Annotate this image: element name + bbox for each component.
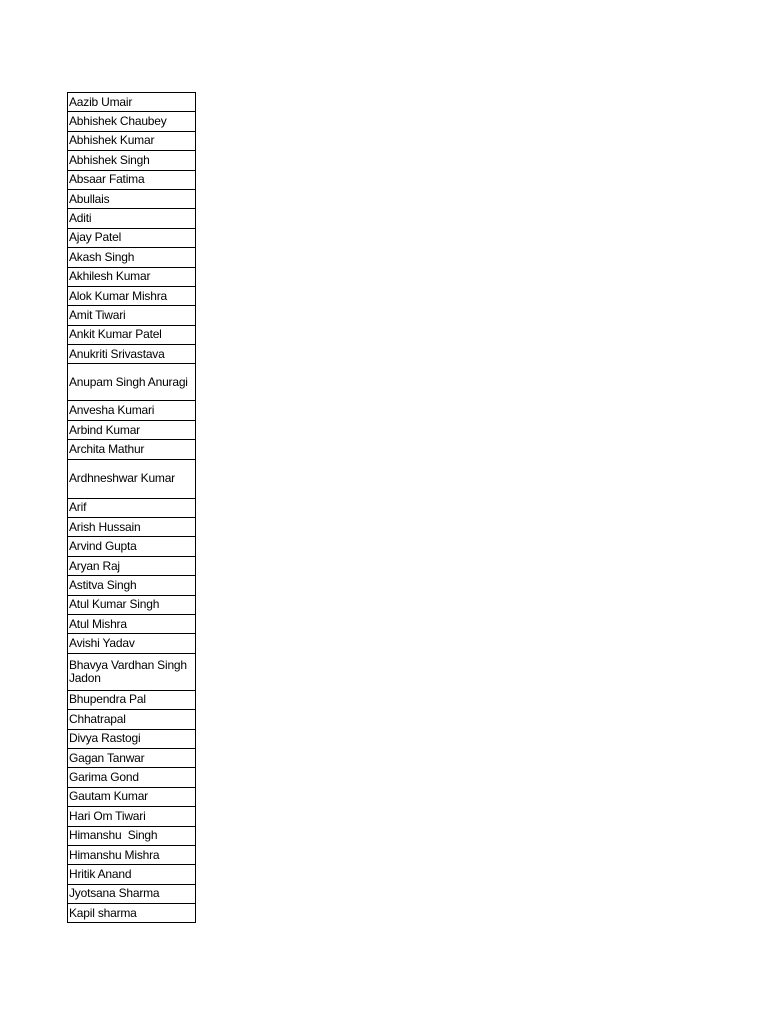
table-row <box>68 787 196 806</box>
name-cell: Abhishek Singh <box>68 151 196 170</box>
name-cell: Absaar Fatima <box>68 170 196 189</box>
name-cell: Anukriti Srivastava <box>68 345 196 364</box>
table-row <box>68 653 196 690</box>
table-row <box>68 826 196 845</box>
table-row <box>68 286 196 305</box>
name-cell: Ankit Kumar Patel <box>68 325 196 344</box>
name-cell: Aditi <box>68 209 196 228</box>
table-row <box>68 420 196 439</box>
table-row <box>68 884 196 903</box>
table-row <box>68 209 196 228</box>
table-row <box>68 131 196 150</box>
name-cell: Arbind Kumar <box>68 420 196 439</box>
name-cell: Divya Rastogi <box>68 729 196 748</box>
table-row <box>68 267 196 286</box>
table-row <box>68 807 196 826</box>
table-row <box>68 595 196 614</box>
name-cell: Chhatrapal <box>68 710 196 729</box>
name-cell: Astitva Singh <box>68 576 196 595</box>
name-cell: Ajay Patel <box>68 228 196 247</box>
table-row <box>68 904 196 923</box>
name-cell: Akash Singh <box>68 248 196 267</box>
table-row <box>68 690 196 709</box>
name-cell: Ardhneshwar Kumar <box>68 459 196 498</box>
table-row <box>68 325 196 344</box>
table-row <box>68 748 196 767</box>
table-row <box>68 710 196 729</box>
name-cell: Kapil sharma <box>68 904 196 923</box>
name-cell: Jyotsana Sharma <box>68 884 196 903</box>
table-row <box>68 865 196 884</box>
table-row <box>68 440 196 459</box>
table-row <box>68 459 196 498</box>
name-cell: Arish Hussain <box>68 518 196 537</box>
table-row <box>68 112 196 131</box>
name-cell: Gautam Kumar <box>68 787 196 806</box>
names-table-body <box>68 93 196 923</box>
name-cell: Akhilesh Kumar <box>68 267 196 286</box>
table-row <box>68 556 196 575</box>
name-cell: Bhupendra Pal <box>68 690 196 709</box>
name-cell: Aazib Umair <box>68 93 196 112</box>
name-cell: Abhishek Chaubey <box>68 112 196 131</box>
name-cell: Himanshu Mishra <box>68 845 196 864</box>
table-row <box>68 498 196 517</box>
table-row <box>68 151 196 170</box>
name-cell: Hari Om Tiwari <box>68 807 196 826</box>
name-cell: Hritik Anand <box>68 865 196 884</box>
table-row <box>68 634 196 653</box>
table-row <box>68 537 196 556</box>
name-cell: Alok Kumar Mishra <box>68 286 196 305</box>
name-cell: Garima Gond <box>68 768 196 787</box>
table-row <box>68 768 196 787</box>
table-row <box>68 228 196 247</box>
table-row <box>68 345 196 364</box>
name-cell: Anupam Singh Anuragi <box>68 364 196 401</box>
name-cell: Abullais <box>68 189 196 208</box>
name-cell: Avishi Yadav <box>68 634 196 653</box>
name-cell: Arif <box>68 498 196 517</box>
table-row <box>68 189 196 208</box>
name-cell: Atul Kumar Singh <box>68 595 196 614</box>
name-cell: Gagan Tanwar <box>68 748 196 767</box>
table-row <box>68 518 196 537</box>
name-cell: Atul Mishra <box>68 614 196 633</box>
table-row <box>68 248 196 267</box>
table-row <box>68 576 196 595</box>
name-cell: Abhishek Kumar <box>68 131 196 150</box>
table-row <box>68 93 196 112</box>
name-cell: Archita Mathur <box>68 440 196 459</box>
table-row <box>68 845 196 864</box>
table-row <box>68 306 196 325</box>
name-cell: Himanshu Singh <box>68 826 196 845</box>
table-row <box>68 614 196 633</box>
name-cell: Amit Tiwari <box>68 306 196 325</box>
table-row <box>68 364 196 401</box>
table-row <box>68 170 196 189</box>
name-cell: Anvesha Kumari <box>68 401 196 420</box>
name-cell: Aryan Raj <box>68 556 196 575</box>
table-row <box>68 401 196 420</box>
name-cell: Arvind Gupta <box>68 537 196 556</box>
table-row <box>68 729 196 748</box>
name-cell: Bhavya Vardhan Singh Jadon <box>68 653 196 690</box>
names-table <box>67 92 196 923</box>
